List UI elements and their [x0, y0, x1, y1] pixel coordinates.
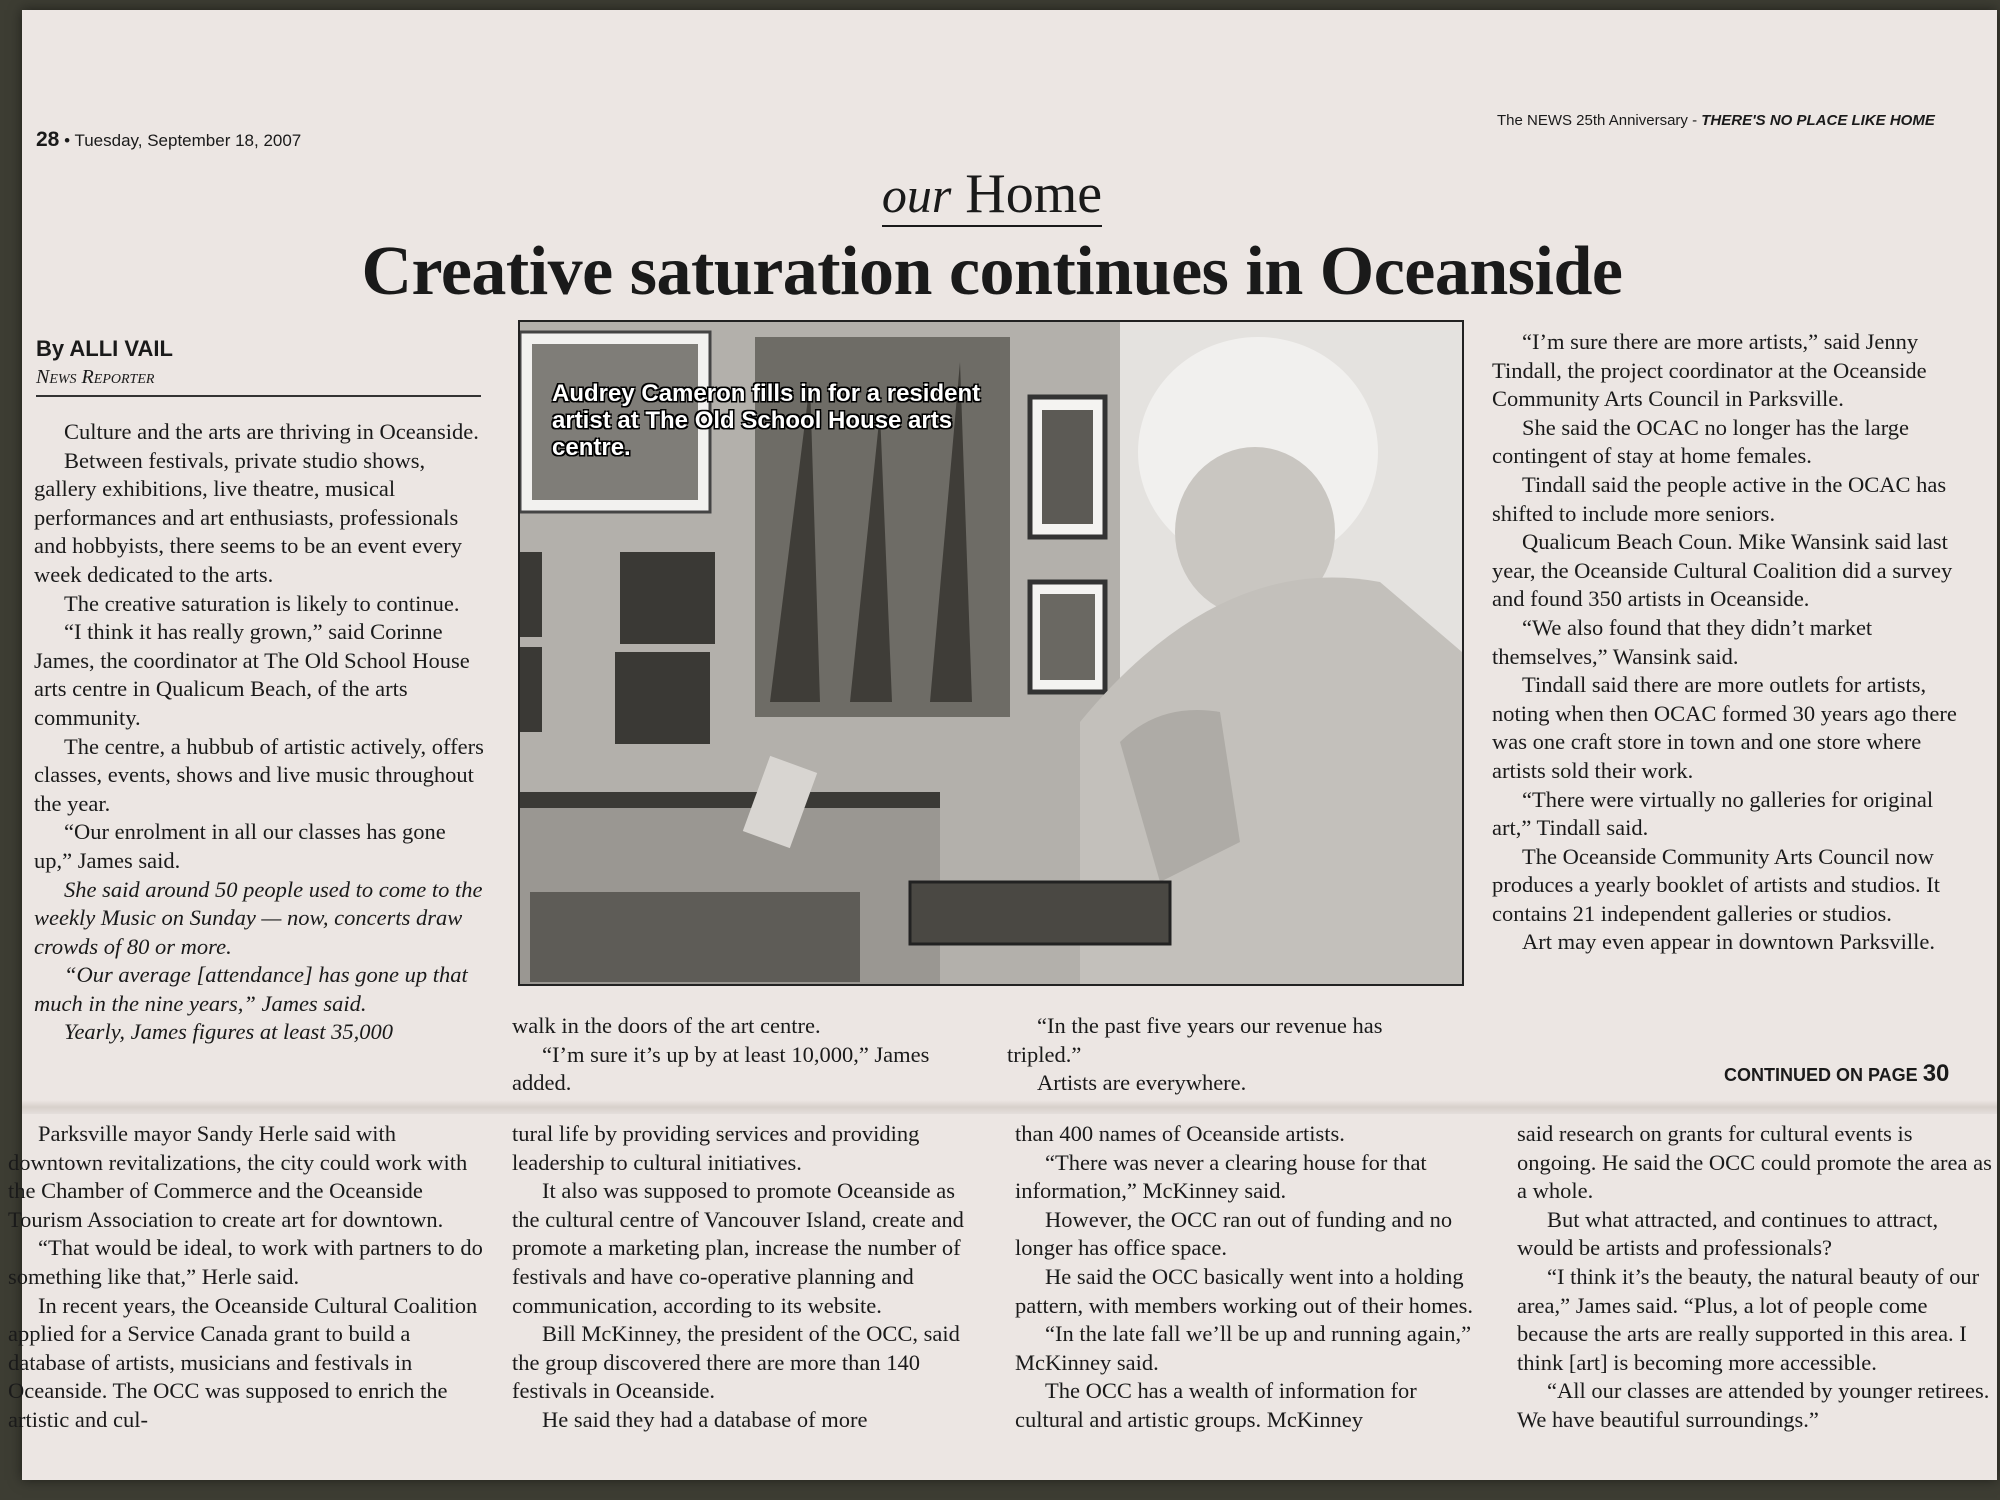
- article-column-2: [512, 1012, 952, 1098]
- paragraph: But what attracted, and continues to attract, would be artists and professionals?: [1517, 1206, 1939, 1261]
- paragraph: said research on grants for cultural events is ongoing. He said the OCC could promote the area as a whole.: [1517, 1121, 1992, 1204]
- paragraph: Yearly, James figures at least 35,000: [64, 1019, 393, 1045]
- lower-column-1: [8, 1120, 483, 1435]
- paragraph: Culture and the arts are thriving in Oceanside.: [64, 419, 479, 444]
- paragraph: Art may even appear in downtown Parksville.: [1522, 929, 1936, 955]
- paragraph: The OCC has a wealth of information for cultural and artistic groups. McKinney: [1015, 1378, 1417, 1432]
- byline-rule: [36, 395, 481, 397]
- byline-role: News Reporter: [36, 366, 155, 388]
- section-title: [22, 162, 1962, 226]
- paragraph: He said they had a database of more: [542, 1406, 868, 1432]
- photo-caption: Audrey Cameron fills in for a resident artist at The Old School House arts centre.: [552, 380, 981, 461]
- paragraph: Qualicum Beach Coun. Mike Wansink said last year, the Oceanside Cultural Coalition did a survey and found 350 artists in Oceanside.: [1492, 529, 1953, 612]
- paragraph: “I think it’s the beauty, the natural beauty of our area,” James said. “Plus, a lot of people come because the arts are really supported in this area. I think [art] is becoming more accessible.: [1517, 1263, 1980, 1375]
- paragraph: The Oceanside Community Arts Council now produces a yearly booklet of artists and studios. It contains 21 independent galleries or studios.: [1492, 843, 1941, 926]
- page-fold: [22, 1100, 1997, 1114]
- paragraph: She said the OCAC no longer has the large contingent of stay at home females.: [1492, 414, 1910, 469]
- paragraph: “I’m sure there are more artists,” said Jenny Tindall, the project coordinator at the Oceanside Community Arts Council in Parksville.: [1492, 329, 1927, 412]
- newspaper-page: [8, 10, 1997, 1480]
- paragraph: “In the late fall we’ll be up and running again,” McKinney said.: [1015, 1321, 1472, 1375]
- paragraph: tural life by providing services and providing leadership to cultural initiatives.: [512, 1121, 920, 1175]
- section-prefix: our: [881, 167, 952, 223]
- paragraph: Tindall said there are more outlets for artists, noting when then OCAC formed 30 years ago there was one craft store in town and one store where artists sold their work.: [1492, 672, 1957, 783]
- article-column-3: [1007, 1012, 1457, 1098]
- continued-notice: [1724, 1060, 1949, 1088]
- paragraph: “All our classes are attended by younger retirees. We have beautiful surroundings.”: [1517, 1378, 1990, 1432]
- page-number: 28: [36, 128, 60, 151]
- continued-page: 30: [1922, 1060, 1950, 1087]
- article-column-4: [1492, 328, 1970, 957]
- lower-column-4: [1517, 1120, 1995, 1435]
- paragraph: “There were virtually no galleries for original art,” Tindall said.: [1492, 786, 1934, 841]
- paragraph: Parksville mayor Sandy Herle said with downtown revitalizations, the city could work with the Chamber of Commerce and the Oceanside Tourism Association to create art for downtown.: [8, 1121, 468, 1232]
- paragraph: However, the OCC ran out of funding and no longer has office space.: [1015, 1206, 1453, 1261]
- continued-label: CONTINUED ON PAGE: [1724, 1065, 1923, 1085]
- running-head-tagline: THERE'S NO PLACE LIKE HOME: [1701, 112, 1935, 129]
- running-head-publication: The NEWS 25th Anniversary -: [1497, 112, 1702, 129]
- article-column-1: [34, 418, 489, 1047]
- paragraph: “We also found that they didn’t market themselves,” Wansink said.: [1492, 614, 1873, 669]
- page-folio: 28 • Tuesday, September 18, 2007: [36, 128, 302, 151]
- paragraph: Artists are everywhere.: [1037, 1070, 1247, 1096]
- section-name: Home: [965, 163, 1103, 225]
- lower-column-3: [1015, 1120, 1485, 1435]
- paragraph: walk in the doors of the art centre.: [512, 1013, 821, 1038]
- paragraph: “In the past five years our revenue has tripled.”: [1007, 1013, 1383, 1067]
- headline: Creative saturation continues in Oceanside: [361, 233, 1623, 310]
- paragraph: Bill McKinney, the president of the OCC, said the group discovered there are more than 140 festivals in Oceanside.: [512, 1321, 960, 1404]
- running-head: [1497, 112, 1935, 129]
- paragraph: “I think it has really grown,” said Corinne James, the coordinator at The Old School House arts centre in Qualicum Beach, of the arts community.: [34, 619, 470, 730]
- paragraph: “Our enrolment in all our classes has gone up,” James said.: [34, 819, 446, 873]
- paragraph: “Our average [attendance] has gone up that much in the nine years,” James said.: [34, 962, 468, 1016]
- paragraph: The creative saturation is likely to continue.: [64, 590, 460, 616]
- paragraph: Between festivals, private studio shows, gallery exhibitions, live theatre, musical performances and art enthusiasts, professionals and hobbyists, there seems to be an event every week dedicated to the arts.: [34, 447, 462, 587]
- byline-name: By ALLI VAIL: [36, 336, 173, 361]
- paragraph: She said around 50 people used to come to the weekly Music on Sunday — now, concerts draw crowds of 80 or more.: [34, 876, 483, 959]
- paragraph: than 400 names of Oceanside artists.: [1015, 1121, 1345, 1146]
- paragraph: Tindall said the people active in the OCAC has shifted to include more seniors.: [1492, 471, 1947, 526]
- paragraph: He said the OCC basically went into a holding pattern, with members working out of their homes.: [1015, 1263, 1474, 1318]
- paragraph: It also was supposed to promote Oceanside as the cultural centre of Vancouver Island, create and promote a marketing plan, increase the number of festivals and have co-operative planning and communication, according to its website.: [512, 1178, 964, 1318]
- lower-column-2: [512, 1120, 982, 1435]
- paragraph: “There was never a clearing house for that information,” McKinney said.: [1015, 1149, 1427, 1204]
- issue-date: Tuesday, September 18, 2007: [74, 131, 302, 150]
- paragraph: “I’m sure it’s up by at least 10,000,” James added.: [512, 1041, 930, 1096]
- paragraph: In recent years, the Oceanside Cultural Coalition applied for a Service Canada grant to build a database of artists, musicians and festivals in Oceanside. The OCC was supposed to enrich the artistic and cul-: [8, 1292, 478, 1432]
- paragraph: “That would be ideal, to work with partners to do something like that,” Herle said.: [8, 1235, 483, 1289]
- paragraph: The centre, a hubbub of artistic actively, offers classes, events, shows and live music throughout the year.: [34, 733, 484, 816]
